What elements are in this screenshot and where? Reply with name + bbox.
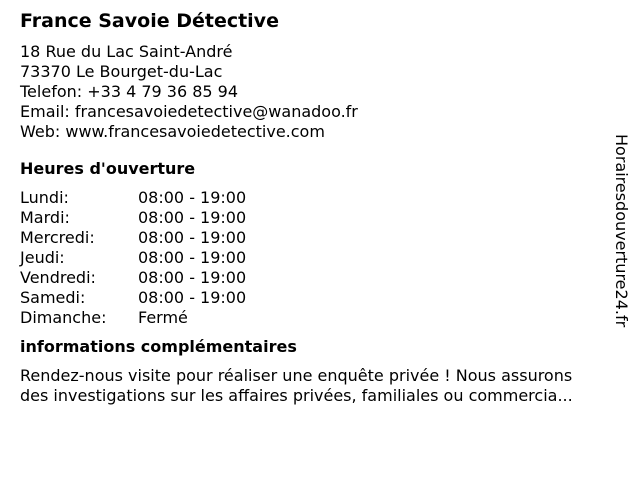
- additional-info-line-2: des investigations sur les affaires privées, familiales ou commercia...: [20, 386, 573, 405]
- additional-info-line-1: Rendez-nous visite pour réaliser une enquête privée ! Nous assurons: [20, 366, 573, 385]
- brand-watermark: [610, 134, 632, 374]
- time-value: 08:00 - 19:00: [138, 248, 247, 267]
- business-card: [20, 8, 610, 406]
- opening-hours-heading: Heures d'ouverture: [20, 159, 196, 178]
- postal-city: 73370 Le Bourget-du-Lac: [20, 62, 223, 81]
- time-value: 08:00 - 19:00: [138, 288, 247, 307]
- hours-row-sunday: [20, 308, 610, 328]
- day-label: Vendredi:: [20, 268, 96, 287]
- contact-block: [20, 42, 610, 142]
- day-label: Mardi:: [20, 208, 70, 227]
- day-label: Samedi:: [20, 288, 86, 307]
- business-name: France Savoie Détective: [20, 10, 279, 32]
- hours-row-thursday: [20, 248, 610, 268]
- email-line: Email: francesavoiedetective@wanadoo.fr: [20, 102, 358, 121]
- time-value: Fermé: [138, 308, 188, 327]
- hours-row-wednesday: [20, 228, 610, 248]
- day-label: Jeudi:: [20, 248, 65, 267]
- hours-row-tuesday: [20, 208, 610, 228]
- website-line: Web: www.francesavoiedetective.com: [20, 122, 325, 141]
- brand-vertical-text: Horairesdouverture24.fr: [612, 134, 631, 328]
- additional-info-heading: informations complémentaires: [20, 337, 297, 356]
- day-label: Mercredi:: [20, 228, 95, 247]
- time-value: 08:00 - 19:00: [138, 188, 247, 207]
- hours-row-saturday: [20, 288, 610, 308]
- opening-hours-table: [20, 188, 610, 328]
- day-label: Lundi:: [20, 188, 69, 207]
- street-address: 18 Rue du Lac Saint-André: [20, 42, 233, 61]
- hours-row-friday: [20, 268, 610, 288]
- phone-line: Telefon: +33 4 79 36 85 94: [20, 82, 239, 101]
- day-label: Dimanche:: [20, 308, 107, 327]
- hours-row-monday: [20, 188, 610, 208]
- time-value: 08:00 - 19:00: [138, 228, 247, 247]
- time-value: 08:00 - 19:00: [138, 208, 247, 227]
- time-value: 08:00 - 19:00: [138, 268, 247, 287]
